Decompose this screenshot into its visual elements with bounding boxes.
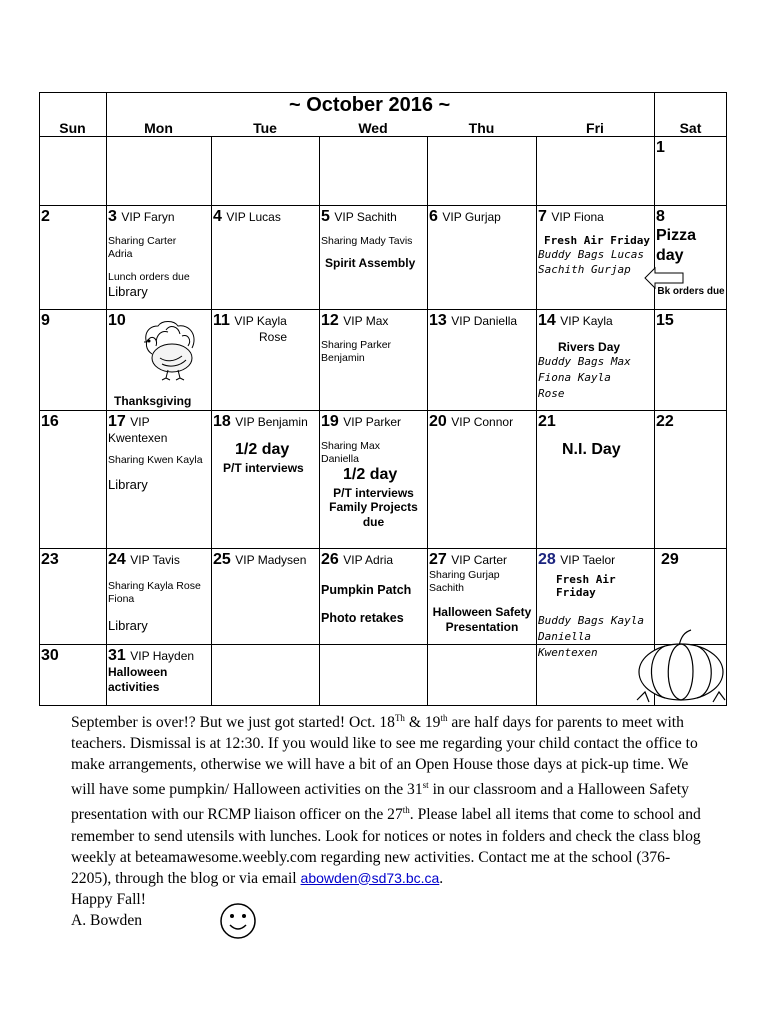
day-cell xyxy=(41,551,59,569)
vip-label: VIP Daniella xyxy=(451,314,518,328)
day-cell xyxy=(321,551,426,625)
superscript: th xyxy=(402,805,410,816)
day-cell xyxy=(656,312,674,330)
calendar-title: ~ October 2016 ~ xyxy=(289,94,451,116)
event-text: Halloween Safety Presentation xyxy=(432,605,532,635)
bk-orders-note: Bk orders due xyxy=(657,286,725,297)
sharing-text: Sharing Kwen Kayla xyxy=(108,454,203,466)
sharing-text: Sharing Gurjap Sachith xyxy=(429,569,500,595)
day-cell xyxy=(41,208,50,226)
day-cell xyxy=(429,551,535,635)
vip-label: VIP Lucas xyxy=(226,210,281,224)
vip-label: VIP Adria xyxy=(343,553,394,567)
superscript: Th xyxy=(394,713,405,723)
letter-text: . xyxy=(439,869,444,887)
vip-label: VIP Benjamin xyxy=(235,415,308,429)
day-cell xyxy=(108,312,210,407)
letter-text: are half days for parents to meet with teachers. Dismissal is at 12:30. If you would like to see me regarding your child contact the office to make arrangements, otherwise we will have a bit of an Open House those days at pick-up time. We will have some pumpkin/ Halloween activities on the 31 xyxy=(71,714,698,799)
superscript: st xyxy=(422,780,429,791)
day-cell xyxy=(429,208,501,226)
day-cell xyxy=(429,413,513,431)
letter-text: in our classroom and a Halloween Safety presentation with our RCMP liaison officer on the 27 xyxy=(71,781,689,824)
day-number: 2 xyxy=(41,208,50,225)
lunch-text: Lunch orders due xyxy=(108,271,190,284)
day-number: 23 xyxy=(41,551,59,568)
day-cell xyxy=(538,312,652,402)
vip-label: VIP Parker xyxy=(343,415,402,429)
vip-label: VIP Faryn xyxy=(121,210,175,224)
vip-label: VIP Taelor xyxy=(560,553,616,567)
day-cell xyxy=(108,413,210,492)
day-cell xyxy=(108,208,210,299)
event-text-2: P/T interviews xyxy=(333,486,414,501)
event-text: Pumpkin Patch xyxy=(321,583,412,597)
buddy-bags-text: Buddy Bags Lucas Sachith Gurjap xyxy=(538,248,644,276)
dow-mon: Mon xyxy=(144,120,173,136)
sharing-text: Sharing Kayla Rose Fiona xyxy=(108,580,201,606)
event-text: Thanksgiving xyxy=(114,394,192,408)
day-cell xyxy=(656,139,665,157)
day-cell xyxy=(108,647,210,695)
dow-wed: Wed xyxy=(358,120,388,136)
day-number: 9 xyxy=(41,312,50,329)
day-number: 16 xyxy=(41,413,59,430)
letter-text: . Please label all items that come to school and remember to send utensils with lunches. Look for notices or notes in folders and check the class blog weekly at beteamawesome.weebly.com regarding new activities. Contact me at the school (376-2205), through the blog or via email xyxy=(71,806,701,887)
vip-label-line2: Kwentexen xyxy=(108,431,168,445)
letter-body xyxy=(71,708,701,931)
day-cell xyxy=(661,551,679,569)
event-text-3: Family Projects due xyxy=(329,500,418,530)
letter-signature: A. Bowden xyxy=(71,911,143,929)
day-number: 31 xyxy=(108,647,126,664)
day-number: 3 xyxy=(108,208,117,225)
email-link[interactable]: abowden@sd73.bc.ca xyxy=(300,869,440,886)
day-cell xyxy=(108,551,210,633)
day-cell xyxy=(41,312,50,330)
day-cell xyxy=(656,413,674,431)
day-number: 26 xyxy=(321,551,339,568)
day-number: 11 xyxy=(213,312,230,329)
vip-label: VIP xyxy=(130,415,150,429)
day-number: 4 xyxy=(213,208,222,225)
dow-sun: Sun xyxy=(59,120,86,136)
library-text: Library xyxy=(108,618,148,634)
day-number: 28 xyxy=(538,551,556,568)
day-number: 29 xyxy=(661,551,679,568)
day-number: 6 xyxy=(429,208,438,225)
calendar xyxy=(39,92,727,706)
day-cell xyxy=(656,208,724,266)
buddy-bags-text: Buddy Bags Max Fiona Kayla Rose xyxy=(538,355,631,400)
day-cell xyxy=(538,413,652,459)
vip-label: VIP Tavis xyxy=(130,553,180,567)
event-text: Fresh Air Friday xyxy=(544,234,650,247)
vip-label: VIP Hayden xyxy=(130,649,195,663)
vip-label: VIP Madysen xyxy=(235,553,307,567)
day-number: 25 xyxy=(213,551,231,568)
day-cell xyxy=(321,312,421,365)
day-number: 14 xyxy=(538,312,556,329)
sharing-text: Sharing Mady Tavis xyxy=(321,235,413,247)
event-text: Fresh Air Friday xyxy=(556,573,616,599)
day-cell xyxy=(213,312,317,344)
day-cell xyxy=(538,208,652,277)
vip-label: VIP Connor xyxy=(451,415,514,429)
vip-label: VIP Max xyxy=(343,314,389,328)
event-text: Spirit Assembly xyxy=(325,256,416,271)
day-number: 8 xyxy=(656,208,665,225)
event-text-2: Photo retakes xyxy=(321,611,404,625)
sharing-text: Sharing Max Daniella xyxy=(321,440,380,466)
day-number: 19 xyxy=(321,413,339,430)
vip-label: VIP Fiona xyxy=(551,210,604,224)
smiley-icon xyxy=(219,902,257,940)
day-cell xyxy=(213,413,317,475)
day-number: 7 xyxy=(538,208,547,225)
day-number: 1 xyxy=(656,139,665,156)
day-number: 20 xyxy=(429,413,447,430)
day-number: 10 xyxy=(108,312,126,329)
vip-label: VIP Kayla xyxy=(234,314,287,328)
day-cell xyxy=(321,208,426,270)
day-number: 21 xyxy=(538,413,556,430)
vip-label: VIP Gurjap xyxy=(442,210,501,224)
day-number: 12 xyxy=(321,312,339,329)
letter-text: September is over!? But we just got started! Oct. 18 xyxy=(71,714,395,732)
day-cell xyxy=(213,551,306,569)
sharing-text: Sharing Parker Benjamin xyxy=(321,339,392,365)
letter-text: & 19 xyxy=(404,714,441,732)
event-text: Rivers Day xyxy=(558,340,621,354)
day-cell xyxy=(213,208,281,226)
event-text: Halloween activities xyxy=(108,665,168,694)
event-text: Pizza day xyxy=(656,227,697,264)
day-cell xyxy=(429,312,517,330)
day-number: 5 xyxy=(321,208,330,225)
vip-label: VIP Kayla xyxy=(560,314,613,328)
dow-fri: Fri xyxy=(586,120,604,136)
buddy-bags-text: Buddy Bags Kayla Daniella Kwentexen xyxy=(538,614,644,659)
event-text: N.I. Day xyxy=(562,441,621,458)
vip-label: VIP Sachith xyxy=(334,210,397,224)
event-text: 1/2 day xyxy=(235,441,290,458)
letter-closing: Happy Fall! xyxy=(71,890,146,908)
dow-sat: Sat xyxy=(679,120,702,136)
library-text: Library xyxy=(108,477,148,493)
library-text: Library xyxy=(108,284,148,300)
day-cell xyxy=(321,413,426,530)
day-number: 17 xyxy=(108,413,126,430)
sharing-text: Sharing Carter Adria xyxy=(108,235,177,261)
event-text: 1/2 day xyxy=(343,466,398,484)
day-number: 30 xyxy=(41,647,59,664)
day-number: 24 xyxy=(108,551,126,568)
turkey-icon xyxy=(138,320,204,382)
day-number: 18 xyxy=(213,413,231,430)
day-number: 15 xyxy=(656,312,674,329)
dow-thu: Thu xyxy=(468,120,495,136)
superscript: th xyxy=(440,713,448,723)
pumpkin-icon xyxy=(635,626,727,706)
day-number: 13 xyxy=(429,312,447,329)
dow-tue: Tue xyxy=(253,120,277,136)
day-number: 22 xyxy=(656,413,674,430)
vip-label-line2: Rose xyxy=(259,330,288,344)
day-cell xyxy=(41,647,59,665)
vip-label: VIP Carter xyxy=(451,553,508,567)
event-text-2: P/T interviews xyxy=(223,461,304,475)
day-number: 27 xyxy=(429,551,447,568)
day-cell xyxy=(41,413,59,431)
